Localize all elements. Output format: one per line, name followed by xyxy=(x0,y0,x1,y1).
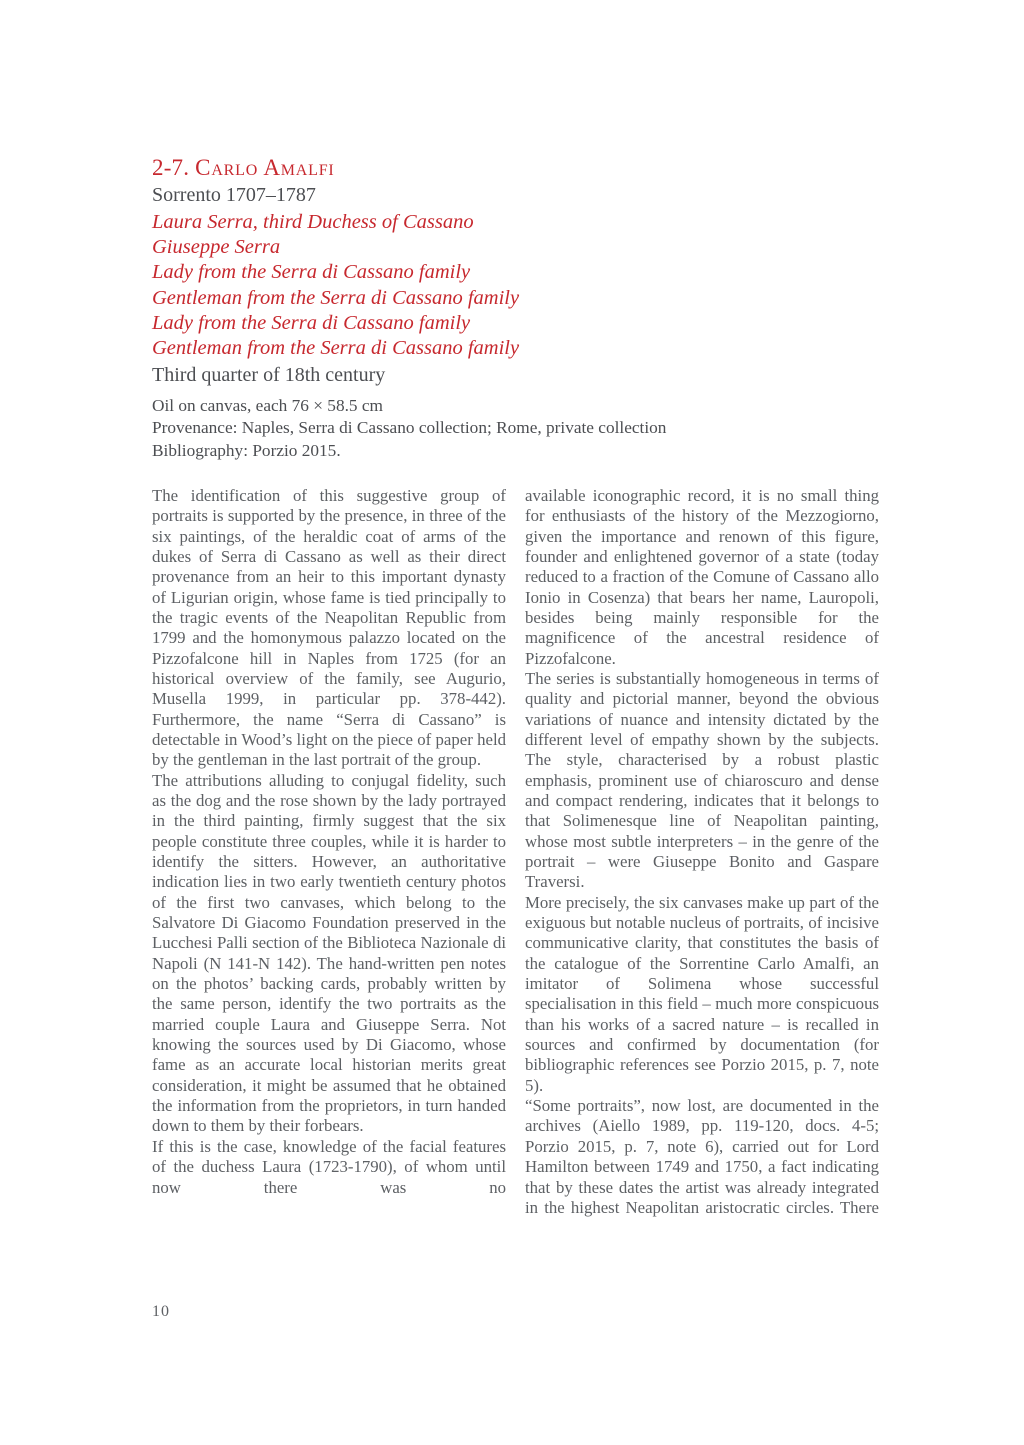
paragraph: More precisely, the six canvases make up part of the exiguous but notable nucleus of portraits, of incisive communicative clarity, that constitutes the basis of the catalogue of the Sorrentine Carlo Amalfi, an imitator of Solimena whose successful specialisation in this field – much more conspicuous than his works of a sacred nature – is recalled in sources and confirmed by documentation (for bibliographic references see Porzio 2015, p. 7, note 5). xyxy=(525,892,879,1095)
medium-line: Oil on canvas, each 76 × 58.5 cm xyxy=(152,396,383,416)
paragraph: “Some portraits”, now lost, are documented in the archives (Aiello 1989, pp. 119-120, docs. 4-5; Porzio 2015, p. 7, note 6), carried out for Lord Hamilton between 1749 and 1750, a fact indicating that by these dates the artist was already integrated in the highest Neapolitan aristocratic circles. There xyxy=(525,1096,879,1217)
left-column xyxy=(152,486,506,1218)
catalogue-number: 2-7. xyxy=(152,155,190,180)
page-number: 10 xyxy=(152,1303,170,1320)
body-text xyxy=(152,486,880,1218)
paragraph: If this is the case, knowledge of the facial features of the duchess Laura (1723-1790), of whom until now there was no xyxy=(152,1136,506,1197)
paragraph: The series is substantially homogeneous in terms of quality and pictorial manner, beyond the obvious variations of nuance and intensity dictated by the different level of empathy shown by the subjects. The style, characterised by a robust plastic emphasis, prominent use of chiaroscuro and dense and compact rendering, indicates that it belongs to that Solimenesque line of Neapolitan painting, whose most subtle interpreters – in the genre of the portrait – were Giuseppe Bonito and Gaspare Traversi. xyxy=(525,668,879,892)
entry-heading xyxy=(152,154,880,181)
artist-name: Carlo Amalfi xyxy=(195,155,335,180)
work-title: Giuseppe Serra xyxy=(152,236,281,259)
work-title: Gentleman from the Serra di Cassano family xyxy=(152,337,520,360)
paragraph: The attributions alluding to conjugal fidelity, such as the dog and the rose shown by the lady portrayed in the third painting, firmly suggest that the six people constitute three couples, while it is harder to identify the sitters. However, an authoritative indication lies in two early twentieth century photos of the first two canvases, which belong to the Salvatore Di Giacomo Foundation preserved in the Lucchesi Palli section of the Biblioteca Nazionale di Napoli (N 141-N 142). The hand-written pen notes on the photos’ backing cards, probably written by the same person, identify the two portraits as the married couple Laura and Giuseppe Serra. Not knowing the sources used by Di Giacomo, whose fame as an accurate local historian merits great consideration, it might be assumed that he obtained the information from the proprietors, in turn handed down to them by their forbears. xyxy=(152,770,506,1136)
right-column xyxy=(525,486,879,1218)
catalogue-page xyxy=(152,154,880,1218)
work-date: Third quarter of 18th century xyxy=(152,364,386,387)
work-title: Lady from the Serra di Cassano family xyxy=(152,261,471,284)
entry-header xyxy=(152,154,880,462)
work-title: Gentleman from the Serra di Cassano family xyxy=(152,286,520,309)
work-titles-list xyxy=(152,210,880,361)
artist-dates: Sorrento 1707–1787 xyxy=(152,184,316,206)
work-title: Laura Serra, third Duchess of Cassano xyxy=(152,211,474,233)
paragraph: The identification of this suggestive group of portraits is supported by the presence, in three of the six paintings, of the heraldic coat of arms of the dukes of Serra di Cassano as well as their direct provenance from an heir to this important dynasty of Ligurian origin, whose fame is tied principally to the tragic events of the Neapolitan Republic from 1799 and the homonymous palazzo located on the Pizzofalcone hill in Naples from 1725 (for an historical overview of the family, see Augurio, Musella 1999, in particular pp. 378-442). Furthermore, the name “Serra di Cassano” is detectable in Wood’s light on the piece of paper held by the gentleman in the last portrait of the group. xyxy=(152,485,506,770)
bibliography-line: Bibliography: Porzio 2015. xyxy=(152,440,341,460)
provenance-line: Provenance: Naples, Serra di Cassano collection; Rome, private collection xyxy=(152,418,667,438)
work-title: Lady from the Serra di Cassano family xyxy=(152,311,471,334)
paragraph: available iconographic record, it is no small thing for enthusiasts of the history of the Mezzogiorno, given the importance and renown of this figure, founder and enlightened governor of a state (today reduced to a fraction of the Comune of Cassano allo Ionio in Cosenza) that bears her name, Lauropoli, besides being mainly responsible for the magnificence of the ancestral residence of Pizzofalcone. xyxy=(525,485,879,668)
